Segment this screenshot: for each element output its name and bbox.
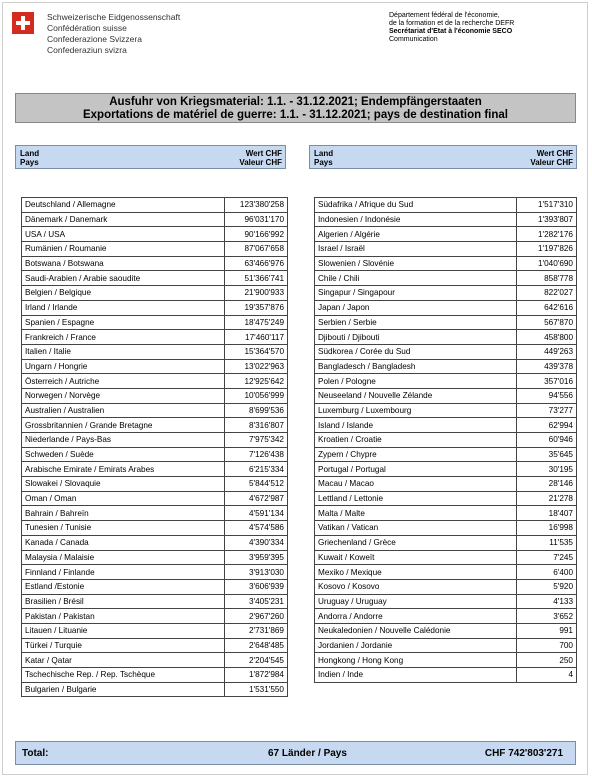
table-row bbox=[22, 550, 288, 565]
export-value: 21'900'933 bbox=[225, 286, 288, 301]
table-row bbox=[315, 535, 577, 550]
table-row bbox=[315, 344, 577, 359]
table-row bbox=[315, 653, 577, 668]
country-name: Griechenland / Grèce bbox=[315, 535, 517, 550]
country-name: Arabische Emirate / Emirats Arabes bbox=[22, 462, 225, 477]
department-block bbox=[389, 12, 514, 44]
confederation-line: Confederazione Svizzera bbox=[47, 34, 142, 44]
table-row bbox=[22, 477, 288, 492]
country-name: Türkei / Turquie bbox=[22, 638, 225, 653]
export-value: 3'959'395 bbox=[225, 550, 288, 565]
table-row bbox=[315, 623, 577, 638]
country-name: Andorra / Andorre bbox=[315, 609, 517, 624]
export-value: 35'645 bbox=[517, 447, 577, 462]
export-value: 4'672'987 bbox=[225, 491, 288, 506]
export-value: 1'040'690 bbox=[517, 256, 577, 271]
header-pays: Pays bbox=[20, 158, 39, 167]
department-line: de la formation et de la recherche DEFR bbox=[389, 20, 515, 27]
confederation-line: Confédération suisse bbox=[47, 23, 127, 33]
table-row bbox=[22, 491, 288, 506]
table-row bbox=[22, 330, 288, 345]
export-value: 6'400 bbox=[517, 565, 577, 580]
country-name: Oman / Oman bbox=[22, 491, 225, 506]
country-name: Serbien / Serbie bbox=[315, 315, 517, 330]
country-name: Uruguay / Uruguay bbox=[315, 594, 517, 609]
export-value: 822'027 bbox=[517, 286, 577, 301]
country-name: Jordanien / Jordanie bbox=[315, 638, 517, 653]
export-value: 12'925'642 bbox=[225, 374, 288, 389]
export-value: 449'263 bbox=[517, 344, 577, 359]
table-row bbox=[315, 433, 577, 448]
country-name: Island / Islande bbox=[315, 418, 517, 433]
export-value: 7'126'438 bbox=[225, 447, 288, 462]
country-name: Bangladesch / Bangladesh bbox=[315, 359, 517, 374]
export-value: 458'800 bbox=[517, 330, 577, 345]
export-value: 15'364'570 bbox=[225, 344, 288, 359]
table-row bbox=[22, 256, 288, 271]
country-name: Australien / Australien bbox=[22, 403, 225, 418]
export-value: 858'778 bbox=[517, 271, 577, 286]
export-value: 439'378 bbox=[517, 359, 577, 374]
country-name: Finnland / Finlande bbox=[22, 565, 225, 580]
country-name: Chile / Chili bbox=[315, 271, 517, 286]
country-name: Kroatien / Croatie bbox=[315, 433, 517, 448]
table-row bbox=[22, 521, 288, 536]
table-row bbox=[22, 198, 288, 213]
export-value: 73'277 bbox=[517, 403, 577, 418]
table-row bbox=[22, 242, 288, 257]
table-row bbox=[22, 344, 288, 359]
table-row bbox=[315, 462, 577, 477]
table-row bbox=[315, 521, 577, 536]
table-row bbox=[22, 462, 288, 477]
export-value: 3'913'030 bbox=[225, 565, 288, 580]
export-value: 991 bbox=[517, 623, 577, 638]
total-amount: CHF 742'803'271 bbox=[484, 748, 563, 759]
country-name: Norwegen / Norvège bbox=[22, 388, 225, 403]
country-name: Tschechische Rep. / Rep. Tschèque bbox=[22, 668, 225, 683]
export-value: 4'591'134 bbox=[225, 506, 288, 521]
table-row bbox=[22, 418, 288, 433]
table-row bbox=[315, 256, 577, 271]
table-row bbox=[315, 227, 577, 242]
export-value: 1'197'826 bbox=[517, 242, 577, 257]
country-name: Italien / Italie bbox=[22, 344, 225, 359]
confederation-line: Confederaziun svizra bbox=[47, 45, 127, 55]
country-name: Estland /Estonie bbox=[22, 579, 225, 594]
export-value: 18'407 bbox=[517, 506, 577, 521]
export-value: 123'380'258 bbox=[225, 198, 288, 213]
table-row bbox=[22, 565, 288, 580]
country-name: Belgien / Belgique bbox=[22, 286, 225, 301]
table-row bbox=[22, 315, 288, 330]
table-row bbox=[315, 579, 577, 594]
country-name: Litauen / Lituanie bbox=[22, 623, 225, 638]
table-row bbox=[315, 212, 577, 227]
country-name: Indonesien / Indonésie bbox=[315, 212, 517, 227]
table-row bbox=[315, 271, 577, 286]
export-value: 19'357'876 bbox=[225, 300, 288, 315]
country-name: Israel / Israël bbox=[315, 242, 517, 257]
country-name: Ungarn / Hongrie bbox=[22, 359, 225, 374]
table-row bbox=[22, 506, 288, 521]
export-value: 642'616 bbox=[517, 300, 577, 315]
country-name: Hongkong / Hong Kong bbox=[315, 653, 517, 668]
export-value: 4'574'586 bbox=[225, 521, 288, 536]
table-row bbox=[315, 388, 577, 403]
country-name: Neuseeland / Nouvelle Zélande bbox=[315, 388, 517, 403]
export-value: 94'556 bbox=[517, 388, 577, 403]
table-row bbox=[315, 374, 577, 389]
country-name: Malta / Malte bbox=[315, 506, 517, 521]
table-row bbox=[22, 359, 288, 374]
table-row bbox=[315, 315, 577, 330]
country-name: Dänemark / Danemark bbox=[22, 212, 225, 227]
table-row bbox=[315, 198, 577, 213]
export-value: 1'517'310 bbox=[517, 198, 577, 213]
table-row bbox=[22, 212, 288, 227]
table-row bbox=[315, 286, 577, 301]
country-name: Grossbritannien / Grande Bretagne bbox=[22, 418, 225, 433]
header-land: Land bbox=[314, 149, 334, 158]
total-bar bbox=[15, 741, 576, 765]
table-row bbox=[22, 535, 288, 550]
export-value: 60'946 bbox=[517, 433, 577, 448]
export-value: 10'056'999 bbox=[225, 388, 288, 403]
country-name: Portugal / Portugal bbox=[315, 462, 517, 477]
table-row bbox=[315, 565, 577, 580]
country-name: Kuwait / Koweït bbox=[315, 550, 517, 565]
export-value: 3'652 bbox=[517, 609, 577, 624]
export-value: 3'405'231 bbox=[225, 594, 288, 609]
export-value: 4 bbox=[517, 668, 577, 683]
table-row bbox=[22, 300, 288, 315]
table-row bbox=[22, 271, 288, 286]
table-row bbox=[22, 374, 288, 389]
country-name: Zypern / Chypre bbox=[315, 447, 517, 462]
table-row bbox=[22, 609, 288, 624]
country-name: Südkorea / Corée du Sud bbox=[315, 344, 517, 359]
table-row bbox=[315, 506, 577, 521]
right-country-table bbox=[314, 197, 577, 683]
table-row bbox=[315, 638, 577, 653]
export-value: 28'146 bbox=[517, 477, 577, 492]
export-value: 51'366'741 bbox=[225, 271, 288, 286]
swiss-cross-icon bbox=[12, 12, 34, 34]
country-name: Katar / Qatar bbox=[22, 653, 225, 668]
country-name: Rumänien / Roumanie bbox=[22, 242, 225, 257]
export-value: 8'316'807 bbox=[225, 418, 288, 433]
header-pays: Pays bbox=[314, 158, 333, 167]
country-name: Südafrika / Afrique du Sud bbox=[315, 198, 517, 213]
header-valeur: Valeur CHF bbox=[239, 158, 282, 167]
export-value: 1'531'550 bbox=[225, 682, 288, 697]
export-value: 250 bbox=[517, 653, 577, 668]
export-value: 7'245 bbox=[517, 550, 577, 565]
table-row bbox=[22, 638, 288, 653]
table-row bbox=[22, 403, 288, 418]
export-value: 2'967'260 bbox=[225, 609, 288, 624]
table-row bbox=[22, 623, 288, 638]
country-name: Mexiko / Mexique bbox=[315, 565, 517, 580]
department-line: Secrétariat d'Etat à l'économie SECO bbox=[389, 28, 513, 35]
table-row bbox=[315, 594, 577, 609]
export-value: 30'195 bbox=[517, 462, 577, 477]
country-name: Neukaledonien / Nouvelle Calédonie bbox=[315, 623, 517, 638]
table-row bbox=[315, 300, 577, 315]
country-name: Malaysia / Malaisie bbox=[22, 550, 225, 565]
header-wert: Wert CHF bbox=[245, 149, 282, 158]
country-name: Österreich / Autriche bbox=[22, 374, 225, 389]
table-row bbox=[315, 330, 577, 345]
country-name: Frankreich / France bbox=[22, 330, 225, 345]
table-row bbox=[315, 550, 577, 565]
export-value: 5'844'512 bbox=[225, 477, 288, 492]
total-label: Total: bbox=[22, 748, 49, 759]
title-german: Ausfuhr von Kriegsmaterial: 1.1. - 31.12.2021; Endempfängerstaaten bbox=[109, 96, 482, 108]
table-row bbox=[315, 447, 577, 462]
export-value: 17'460'117 bbox=[225, 330, 288, 345]
country-name: Indien / Inde bbox=[315, 668, 517, 683]
country-name: Botswana / Botswana bbox=[22, 256, 225, 271]
table-row bbox=[315, 403, 577, 418]
country-name: Tunesien / Tunisie bbox=[22, 521, 225, 536]
export-value: 11'535 bbox=[517, 535, 577, 550]
table-row bbox=[315, 359, 577, 374]
table-row bbox=[22, 286, 288, 301]
department-line: Communication bbox=[389, 36, 438, 43]
document-title bbox=[15, 93, 576, 123]
table-row bbox=[22, 227, 288, 242]
export-value: 87'067'658 bbox=[225, 242, 288, 257]
table-row bbox=[315, 418, 577, 433]
country-name: Kosovo / Kosovo bbox=[315, 579, 517, 594]
export-value: 18'475'249 bbox=[225, 315, 288, 330]
title-french: Exportations de matériel de guerre: 1.1. - 31.12.2021; pays de destination final bbox=[82, 109, 508, 121]
country-name: Bahrain / Bahreïn bbox=[22, 506, 225, 521]
country-name: Macau / Macao bbox=[315, 477, 517, 492]
country-name: Polen / Pologne bbox=[315, 374, 517, 389]
export-value: 63'466'976 bbox=[225, 256, 288, 271]
table-row bbox=[22, 447, 288, 462]
export-value: 16'998 bbox=[517, 521, 577, 536]
export-value: 357'016 bbox=[517, 374, 577, 389]
export-value: 567'870 bbox=[517, 315, 577, 330]
export-value: 6'215'334 bbox=[225, 462, 288, 477]
country-name: Deutschland / Allemagne bbox=[22, 198, 225, 213]
export-value: 1'393'807 bbox=[517, 212, 577, 227]
country-name: Lettland / Lettonie bbox=[315, 491, 517, 506]
left-country-table bbox=[21, 197, 288, 697]
table-row bbox=[22, 388, 288, 403]
export-value: 700 bbox=[517, 638, 577, 653]
table-row bbox=[22, 594, 288, 609]
table-row bbox=[22, 579, 288, 594]
total-country-count: 67 Länder / Pays bbox=[268, 748, 347, 759]
export-value: 8'699'536 bbox=[225, 403, 288, 418]
country-name: Vatikan / Vatican bbox=[315, 521, 517, 536]
right-table-header bbox=[309, 145, 577, 169]
export-value: 7'975'342 bbox=[225, 433, 288, 448]
export-value: 96'031'170 bbox=[225, 212, 288, 227]
table-row bbox=[22, 653, 288, 668]
export-value: 5'920 bbox=[517, 579, 577, 594]
export-value: 21'278 bbox=[517, 491, 577, 506]
country-name: Schweden / Suède bbox=[22, 447, 225, 462]
export-value: 90'166'992 bbox=[225, 227, 288, 242]
department-line: Département fédéral de l'économie, bbox=[389, 12, 500, 19]
country-name: Djibouti / Djibouti bbox=[315, 330, 517, 345]
header-land: Land bbox=[20, 149, 40, 158]
export-value: 3'606'939 bbox=[225, 579, 288, 594]
country-name: Luxemburg / Luxembourg bbox=[315, 403, 517, 418]
country-name: Saudi-Arabien / Arabie saoudite bbox=[22, 271, 225, 286]
country-name: Bulgarien / Bulgarie bbox=[22, 682, 225, 697]
table-row bbox=[315, 609, 577, 624]
country-name: Irland / Irlande bbox=[22, 300, 225, 315]
table-row bbox=[22, 682, 288, 697]
header-wert: Wert CHF bbox=[536, 149, 573, 158]
confederation-names bbox=[47, 12, 180, 56]
table-row bbox=[22, 433, 288, 448]
export-value: 4'390'334 bbox=[225, 535, 288, 550]
table-row bbox=[315, 242, 577, 257]
country-name: Brasilien / Brésil bbox=[22, 594, 225, 609]
export-value: 2'648'485 bbox=[225, 638, 288, 653]
export-value: 1'872'984 bbox=[225, 668, 288, 683]
export-value: 2'204'545 bbox=[225, 653, 288, 668]
country-name: Slowakei / Slovaquie bbox=[22, 477, 225, 492]
country-name: Spanien / Espagne bbox=[22, 315, 225, 330]
export-value: 4'133 bbox=[517, 594, 577, 609]
table-row bbox=[315, 491, 577, 506]
export-value: 1'282'176 bbox=[517, 227, 577, 242]
table-row bbox=[315, 477, 577, 492]
country-name: Singapur / Singapour bbox=[315, 286, 517, 301]
header-valeur: Valeur CHF bbox=[530, 158, 573, 167]
country-name: USA / USA bbox=[22, 227, 225, 242]
export-value: 2'731'869 bbox=[225, 623, 288, 638]
left-table-header bbox=[15, 145, 286, 169]
country-name: Kanada / Canada bbox=[22, 535, 225, 550]
confederation-line: Schweizerische Eidgenossenschaft bbox=[47, 12, 181, 22]
country-name: Japan / Japon bbox=[315, 300, 517, 315]
country-name: Niederlande / Pays-Bas bbox=[22, 433, 225, 448]
country-name: Slowenien / Slovénie bbox=[315, 256, 517, 271]
export-value: 13'022'963 bbox=[225, 359, 288, 374]
table-row bbox=[315, 668, 577, 683]
country-name: Algerien / Algérie bbox=[315, 227, 517, 242]
table-row bbox=[22, 668, 288, 683]
export-value: 62'994 bbox=[517, 418, 577, 433]
country-name: Pakistan / Pakistan bbox=[22, 609, 225, 624]
